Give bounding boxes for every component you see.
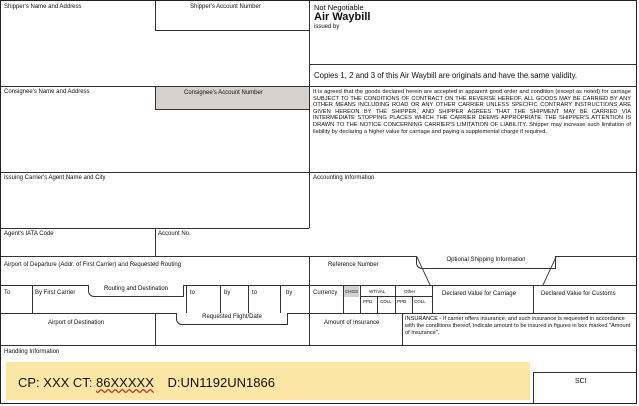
divider (533, 372, 636, 373)
optional-shipping-tab (416, 256, 556, 269)
shipper-name-label: Shipper's Name and Address (4, 4, 82, 10)
divider (155, 87, 156, 109)
destination-airport-label: Airport of Destination (48, 320, 105, 326)
consignee-name-label: Consignee's Name and Address (4, 89, 90, 95)
ct-value: 86XXXXX (96, 375, 154, 390)
coll-label-2: COLL (414, 299, 426, 304)
divider (402, 313, 403, 345)
divider (155, 313, 156, 345)
to-label: To (4, 290, 11, 296)
divider (1, 86, 636, 87)
center-divider (309, 1, 310, 228)
by-label-3: by (286, 290, 293, 296)
declared-carriage-label: Declared Value for Carriage (442, 291, 516, 297)
to-label-3: to (252, 290, 258, 296)
divider (280, 285, 281, 313)
divider (309, 64, 636, 65)
divider (533, 372, 534, 403)
issuing-agent-label: Issuing Carrier's Agent Name and City (4, 175, 106, 181)
accounting-info-label: Accounting Information (313, 175, 375, 181)
conditions-of-contract-text: It is agreed that the goods declared herein are accepted in apparent good order and condition (except as noted) for carriage SUBJECT TO THE CONDITIONS OF CONTRACT ON THE REVERSE HEREOF. ALL GOODS MAY BE CARRIED BY ANY OTHER MEANS INCLUDING ROAD OR ANY OTHER CARRIER UNLESS SPECIFIC CONTRARY INSTRUCTIONS ARE GIVEN HEREON BY THE SHIPPER, AND SHIPPER AGREES THAT THE SHIPMENT MAY BE CARRIED VIA INTERMEDIATE STOPPING PLACES WHICH THE CARRIER DEEMS APPROPRIATE. THE SHIPPER'S ATTENTION IS DRAWN TO THE NOTICE CONCERNING CARRIER'S LIMITATION OF LIABILITY. Shipper may increase such limitation of liability by declaring a higher value for carriage and paying a supplemental charge if required. (313, 89, 631, 135)
chgs-label: CHGS (345, 289, 359, 294)
other-label: Other (404, 289, 416, 294)
wt-val-label: WT/VAL (369, 289, 386, 294)
air-waybill-title: Air Waybill (314, 11, 371, 23)
divider (155, 228, 156, 256)
divider (1, 313, 636, 314)
divider (155, 109, 309, 110)
divider (1, 345, 636, 346)
dangerous-goods-code: D:UN1192UN1866 (167, 375, 275, 390)
sci-label: SCI (575, 378, 587, 385)
divider (360, 285, 361, 313)
divider (155, 30, 309, 31)
shipper-account-label: Shipper's Account Number (190, 4, 261, 10)
not-negotiable-text: Not Negotiable (314, 3, 364, 12)
handling-text (18, 375, 275, 391)
divider (309, 313, 310, 345)
divider (432, 285, 433, 313)
divider (220, 285, 221, 313)
handling-info-label: Handling Information (4, 349, 60, 355)
currency-label: Currency (313, 290, 338, 296)
divider (533, 285, 534, 313)
optional-shipping-label: Optional Shipping Information (446, 257, 526, 263)
divider (360, 296, 432, 297)
coll-label-1: COLL (380, 299, 392, 304)
cp-ct-text: CP: XXX CT: (18, 375, 93, 390)
divider (377, 296, 378, 313)
routing-destination-label: Routing and Destination (103, 286, 169, 292)
divider (32, 285, 33, 313)
divider (412, 296, 413, 313)
consignee-account-label: Consignee's Account Number (184, 90, 263, 96)
requested-flight-label: Requested Flight/Date (202, 314, 262, 320)
divider (395, 285, 396, 313)
by-label-2: by (224, 290, 231, 296)
routing-destination-tab (88, 285, 184, 297)
divider (186, 285, 187, 313)
divider (1, 172, 636, 173)
reference-number-label: Reference Number (328, 262, 379, 268)
ppd-label-2: PPD (397, 299, 407, 304)
to-label-2: to (190, 290, 196, 296)
account-no-label: Account No. (158, 231, 191, 237)
declared-customs-label: Declared Value for Customs (541, 291, 616, 297)
copies-note: Copies 1, 2 and 3 of this Air Waybill are originals and have the same validity. (314, 71, 578, 80)
insurance-amount-label: Amount of Insurance (324, 320, 380, 326)
issued-by-text: issued by (314, 24, 340, 30)
insurance-note: INSURANCE - If carrier offers insurance, and such insurance is requested in accordance with the conditions thereof, indicate amount to be insured in figures in box marked "Amount of Insurance". (405, 316, 631, 336)
departure-airport-label: Airport of Departure (Addr. of First Carrier) and Requested Routing (4, 262, 182, 268)
divider (155, 1, 156, 30)
divider (248, 285, 249, 313)
ppd-label-1: PPD (363, 299, 373, 304)
requested-flight-tab (176, 313, 288, 325)
agent-iata-label: Agent's IATA Code (4, 231, 54, 237)
by-first-carrier-label: By First Carrier (35, 290, 76, 296)
